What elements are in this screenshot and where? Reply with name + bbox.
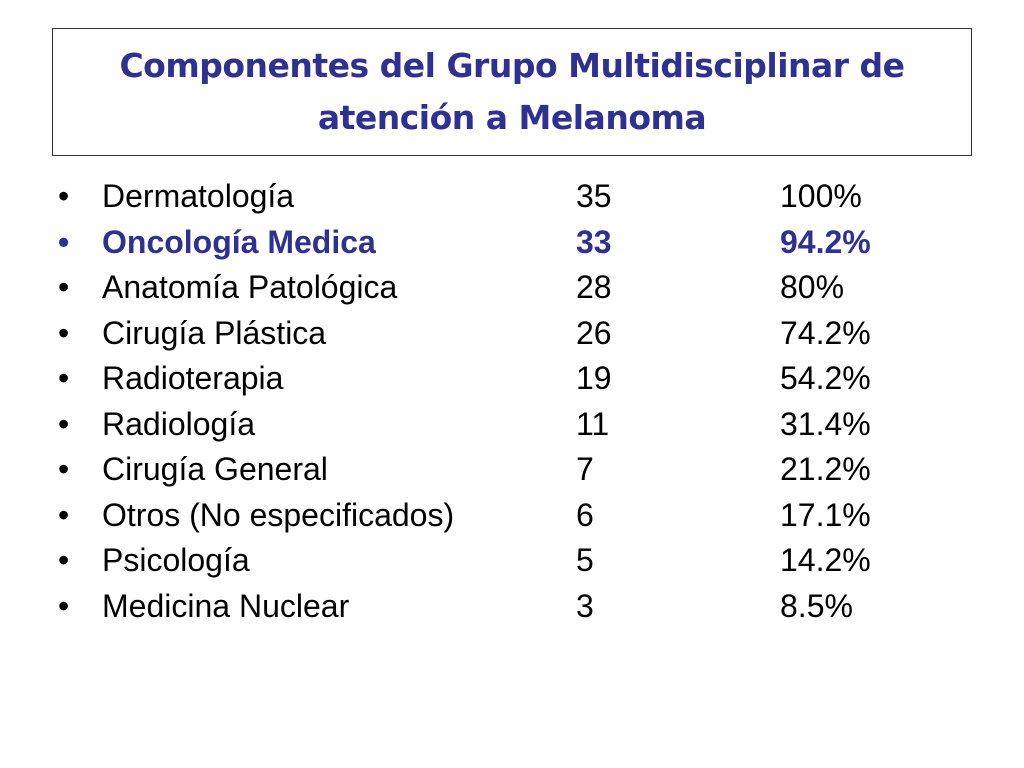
specialty-count: 7 [576, 451, 594, 487]
specialty-count: 3 [576, 587, 594, 624]
specialty-percentage: 17.1% [780, 496, 871, 533]
specialty-name: Otros (No especificados) [102, 496, 455, 533]
specialty-name: Medicina Nuclear [102, 587, 350, 624]
specialty-name: Cirugía Plástica [102, 314, 327, 351]
specialty-name: Psicología [102, 542, 250, 578]
bullet-icon: • [58, 496, 70, 533]
specialty-percentage: 74.2% [780, 314, 871, 351]
specialty-count: 6 [576, 496, 594, 533]
slide-title: Componentes del Grupo Multidisciplinar de atención a Melanoma [119, 46, 905, 137]
bullet-icon: • [58, 314, 70, 351]
bullet-icon: • [58, 223, 70, 260]
specialty-percentage: 80% [780, 269, 845, 305]
specialty-percentage: 21.2% [780, 451, 871, 487]
specialty-count: 35 [576, 178, 612, 214]
specialty-percentage: 31.4% [780, 405, 871, 442]
specialty-count: 33 [576, 223, 612, 260]
bullet-icon: • [58, 405, 70, 442]
specialty-name: Radioterapia [102, 360, 284, 396]
title-box [52, 28, 972, 156]
specialty-percentage: 54.2% [780, 360, 871, 396]
bullet-icon: • [58, 451, 70, 487]
specialty-count: 5 [576, 542, 594, 578]
specialty-name: Oncología Medica [102, 223, 376, 260]
bullet-icon: • [58, 587, 70, 624]
specialty-percentage: 94.2% [780, 223, 871, 260]
specialty-name: Cirugía General [102, 451, 328, 487]
bullet-icon: • [58, 360, 70, 396]
bullet-icon: • [58, 269, 70, 305]
specialty-percentage: 100% [780, 178, 862, 214]
specialty-name: Dermatología [102, 178, 295, 214]
specialty-count: 26 [576, 314, 612, 351]
bullet-icon: • [58, 178, 70, 214]
bullet-icon: • [58, 542, 70, 578]
specialty-percentage: 14.2% [780, 542, 871, 578]
specialty-count: 19 [576, 360, 612, 396]
specialty-count: 28 [576, 269, 612, 305]
specialty-percentage: 8.5% [780, 587, 853, 624]
specialty-name: Radiología [102, 405, 255, 442]
specialty-count: 11 [576, 405, 610, 442]
specialty-name: Anatomía Patológica [102, 269, 398, 305]
